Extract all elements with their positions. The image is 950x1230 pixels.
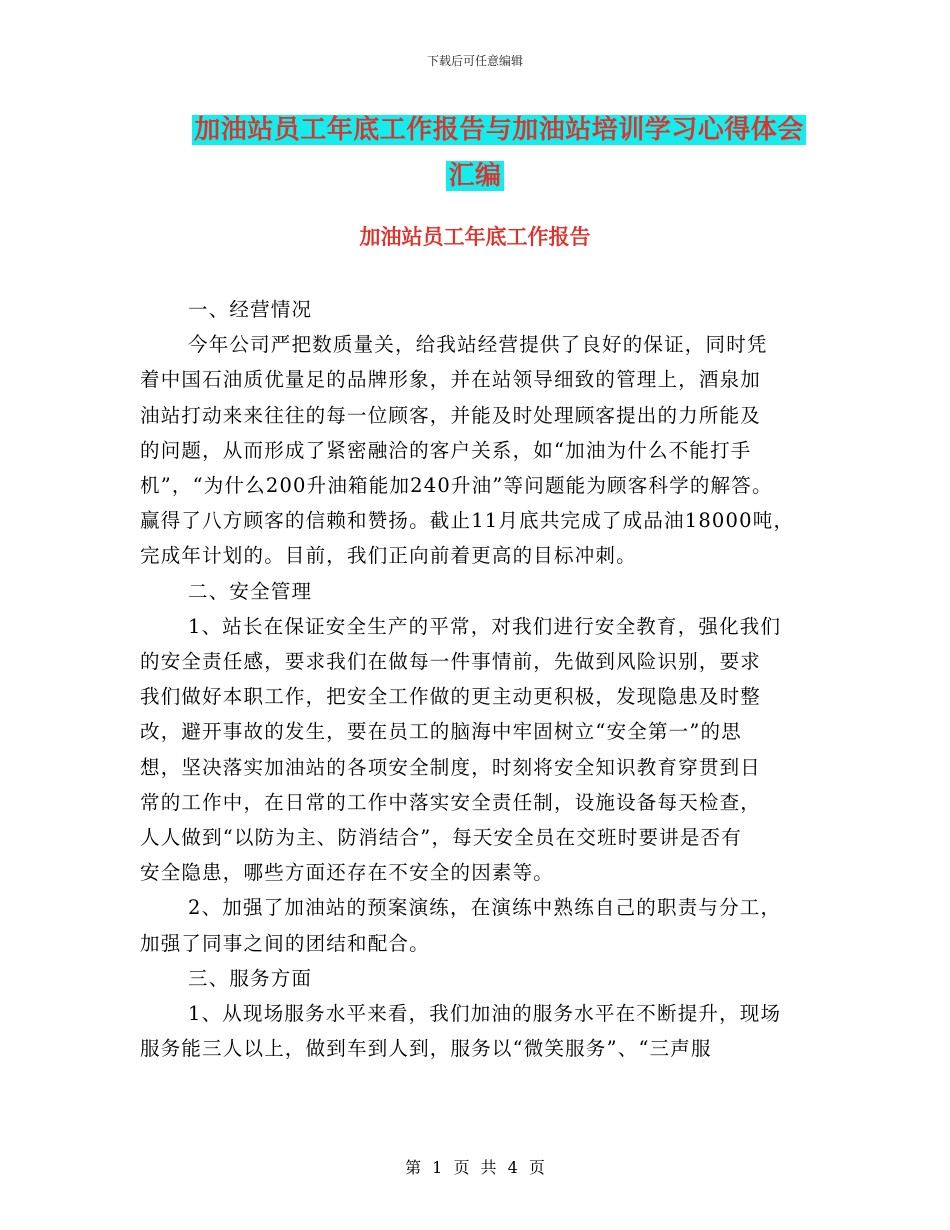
- body-line: 1、站长在保证安全生产的平常，对我们进行安全教育，强化我们: [188, 614, 782, 638]
- body-line: 安全隐患，哪些方面还存在不安全的因素等。: [140, 861, 555, 885]
- body-line: 着中国石油质优量足的品牌形象，并在站领导细致的管理上，酒泉加: [140, 368, 762, 392]
- document-body: [140, 292, 820, 1066]
- body-line: 我们做好本职工作，把安全工作做的更主动更积极，发现隐患及时整: [140, 685, 762, 709]
- body-line: 常的工作中，在日常的工作中落实安全责任制，设施设备每天检查，: [140, 790, 762, 814]
- body-line: 机”，“为什么200升油箱能加240升油”等问题能为顾客科学的解答。: [140, 474, 773, 498]
- body-line: 的问题，从而形成了紧密融洽的客户关系，如“加油为什么不能打手: [140, 438, 752, 462]
- body-line: 1、从现场服务水平来看，我们加油的服务水平在不断提升，现场: [188, 1002, 782, 1026]
- body-line: 人人做到“以防为主、防消结合”，每天安全员在交班时要讲是否有: [140, 826, 742, 850]
- body-line: 2、加强了加油站的预案演练，在演练中熟练自己的职责与分工，: [188, 896, 782, 920]
- page-header: 下载后可任意编辑: [426, 54, 523, 68]
- body-line: 油站打动来来往往的每一位顾客，并能及时处理顾客提出的力所能及: [140, 403, 762, 427]
- document-title-line1: [24, 110, 950, 150]
- body-line: 二、安全管理: [188, 579, 313, 603]
- body-line: 三、服务方面: [188, 966, 313, 990]
- page-footer: 第 1 页 共 4 页: [405, 1158, 545, 1177]
- body-line: 的安全责任感，要求我们在做每一件事情前，先做到风险识别，要求: [140, 650, 762, 674]
- body-line: 改，避开事故的发生，要在员工的脑海中牢固树立“安全第一”的思: [140, 720, 742, 744]
- body-line: 今年公司严把数质量关，给我站经营提供了良好的保证，同时凭: [188, 333, 768, 357]
- document-title-line2: [0, 156, 950, 196]
- body-line: 加强了同事之间的团结和配合。: [140, 931, 430, 955]
- body-line: 赢得了八方顾客的信赖和赞扬。截止11月底共完成了成品油18000吨，: [140, 509, 795, 533]
- title-highlight: 汇编: [448, 161, 502, 191]
- body-line: 完成年计划的。目前，我们正向前着更高的目标冲刺。: [140, 544, 637, 568]
- title-highlight: 加油站员工年底工作报告与加油站培训学习心得体会: [194, 115, 804, 145]
- body-line: 服务能三人以上，做到车到人到，服务以“微笑服务”、“三声服: [140, 1037, 712, 1061]
- body-line: 一、经营情况: [188, 298, 313, 321]
- section-title: 加油站员工年底工作报告: [359, 225, 591, 249]
- body-line: 想，坚决落实加油站的各项安全制度，时刻将安全知识教育穿贯到日: [140, 755, 762, 779]
